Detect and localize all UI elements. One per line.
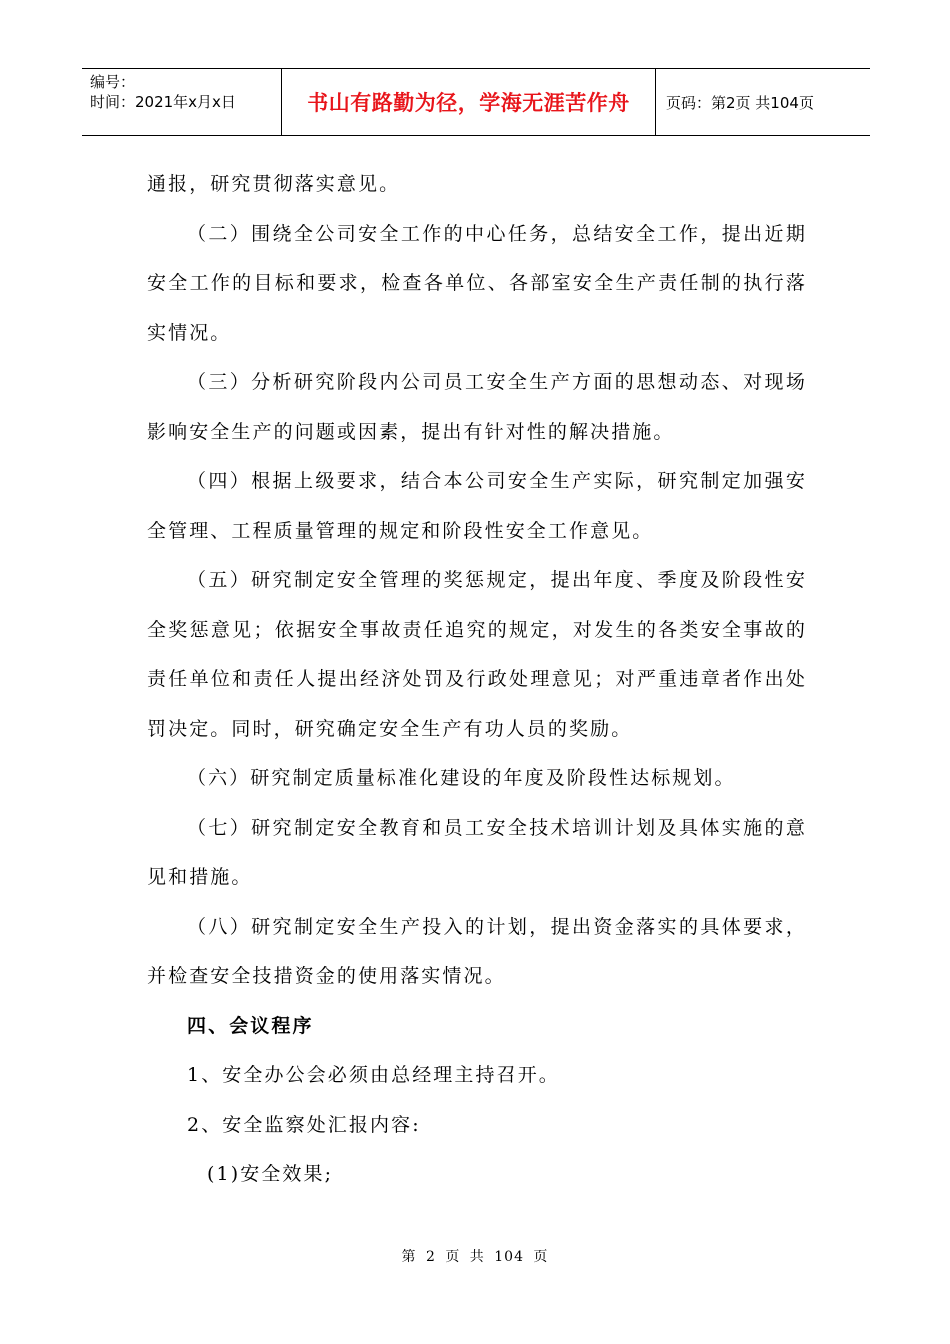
paragraph: （八）研究制定安全生产投入的计划，提出资金落实的具体要求，并检查安全技措资金的使用落实情况。 — [147, 915, 807, 987]
paragraph: （四）根据上级要求，结合本公司安全生产实际，研究制定加强安全管理、工程质量管理的规定和阶段性安全工作意见。 — [147, 470, 807, 542]
header-motto: 书山有路勤为径，学海无涯苦作舟 — [282, 69, 656, 135]
paragraph: （六）研究制定质量标准化建设的年度及阶段性达标规划。 — [187, 767, 736, 789]
list-item: 1、安全办公会必须由总经理主持召开。 — [187, 1064, 560, 1086]
page-header — [82, 68, 870, 136]
header-meta — [82, 69, 282, 135]
paragraph: （三）分析研究阶段内公司员工安全生产方面的思想动态、对现场影响安全生产的问题或因素，提出有针对性的解决措施。 — [147, 371, 807, 443]
section-heading: 四、会议程序 — [187, 1014, 314, 1037]
document-body — [147, 160, 807, 1200]
paragraph: （二）围绕全公司安全工作的中心任务，总结安全工作，提出近期安全工作的目标和要求，检查各单位、各部室安全生产责任制的执行落实情况。 — [147, 222, 807, 344]
sub-list-item: (1)安全效果; — [207, 1163, 334, 1185]
paragraph: （七）研究制定安全教育和员工安全技术培训计划及具体实施的意见和措施。 — [147, 816, 807, 888]
paragraph: 通报，研究贯彻落实意见。 — [147, 173, 401, 195]
serial-number-label: 编号： — [90, 73, 136, 91]
page-footer: 第 2 页 共 104 页 — [401, 1249, 549, 1265]
header-page-info: 页码：第2页 共104页 — [666, 93, 814, 112]
list-item: 2、安全监察处汇报内容: — [187, 1113, 421, 1136]
paragraph: （五）研究制定安全管理的奖惩规定，提出年度、季度及阶段性安全奖惩意见；依据安全事故责任追究的规定，对发生的各类安全事故的责任单位和责任人提出经济处罚及行政处理意见；对严重违章者作出处罚决定。同时，研究确定安全生产有功人员的奖励。 — [147, 569, 807, 740]
date-label: 时间：2021年x月x日 — [90, 93, 236, 111]
